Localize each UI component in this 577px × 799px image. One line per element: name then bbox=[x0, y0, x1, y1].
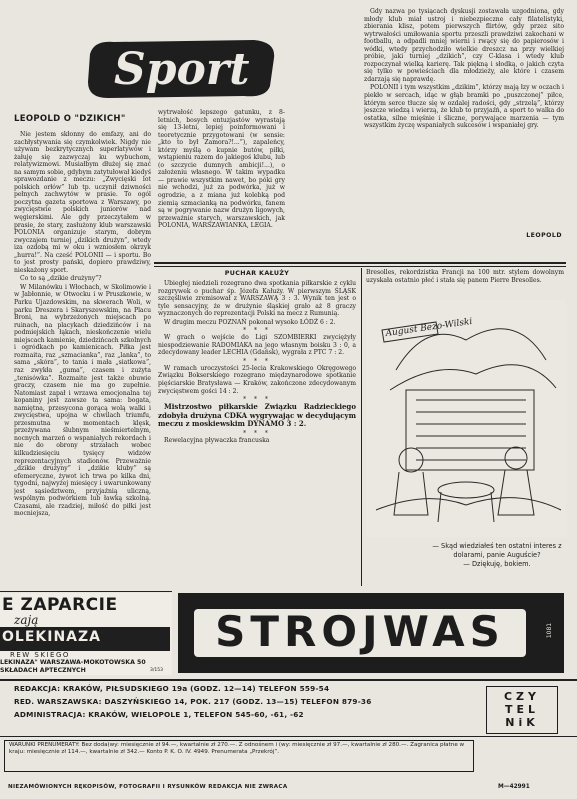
cartoon-sign: August Bezo-Wilski bbox=[385, 316, 473, 339]
ad-maker: REW SKIEGO bbox=[10, 651, 70, 659]
czytelnik-logo-line: CZY bbox=[503, 690, 540, 703]
ad-subline: zają bbox=[14, 613, 39, 627]
article-title: LEOPOLD O "DZIKICH" bbox=[14, 114, 126, 124]
article-paragraph: Gdy nazwa po tysiącach dyskusji zostawała uzgodniona, gdy młody klub miał ustroj i niebezpieczne cały filatelistyki, zbierania klisz, potem pierwszych flirtów, gdy przez sito wytrwałości umiłowania sportu przeszli prawdziwi zakochani w footballu, a odpadli mniej wierni i rwący się do papierosów i wódki, wtedy przychodziło wielkie dreszcz na przy wielkiej próbie, jaki turniej „dzikich”, czy C-klasa i wtedy klub rozpoczynał wielką karierę. Tak piękną i słodką, o jakich czyta się tylko w powieściach dla młodzieży, ale które i czasem zdarzają się naprawdę. bbox=[364, 8, 564, 83]
article-paragraph: Co to są „dzikie drużyny”? bbox=[20, 275, 102, 283]
divider bbox=[0, 591, 172, 592]
divider bbox=[0, 679, 577, 681]
article-column-2 bbox=[158, 109, 285, 260]
news-stars: * * * bbox=[243, 396, 271, 404]
sport-logo-text: Sport bbox=[114, 44, 250, 95]
cartoon-illustration bbox=[366, 300, 566, 537]
editorial-address: REDAKCJA: KRAKÓW, PIŁSUDSKIEGO 19a (GODZ. 12—14) TELEFON 559-54 bbox=[14, 684, 330, 693]
news-item: Rewelacyjna pływaczka francuska bbox=[164, 436, 270, 444]
article-paragraph: Nie jestem skłonny do emfazy, ani do zachłystywania się czymkolwiek. Nigdy nie używam bezkrytycznych superlatywów i żałuję się zazwyczaj ku wybuchom, relatywizmowi. Musiałbym dłużej się znać na samym sobie, gdybym zatytułował kiedyś sprawozdanie z meczu: „Zwycięski lot polskich orłów” lub tp. uczynił dziwności pełnych zachwytów w prasie. To ogól poczytna gazeta sportowa z Warszawy, po zwycięstwie polskich juniorów nad węgierskimi. Ale gdy przeczytałem w prasie, że stary, zasłużony klub warszawski POLONIA organizuje starym, dobrym zwyczajem turniej „dzikich drużyn”, wtedy iza ozdobą mi w oku i wzniosłem okrzyk „hurra!”. Na cześć POLONII — i sportu. Bo to jest prosty pański, dopiero prawdziwy, nieskażony sport. bbox=[14, 131, 151, 274]
cartoon-caption-line: — Dziękuję, bokiem. bbox=[463, 560, 531, 568]
news-box-title: PUCHAR KAŁUŻY bbox=[224, 270, 290, 277]
czytelnik-logo-line: NiK bbox=[505, 716, 539, 729]
sport-section-logo bbox=[84, 36, 280, 102]
news-box-column bbox=[158, 280, 356, 580]
ad-address: LEKINAZA" WARSZAWA-MOKOTOWSKA 50 bbox=[0, 659, 146, 666]
news-item: W drugim meczu POZNAŃ pokonał wysoko ŁÓDŹ 6 : 2. bbox=[164, 318, 336, 326]
cartoon-caption-line: — Skąd wiedziałeś ten ostatni interes z dolarami, panie Auguście? bbox=[432, 542, 562, 559]
strojwas-logo-text: STROJWAS bbox=[215, 607, 505, 656]
news-item: W grach o wejście do Ligi SZOMBIERKI zwyciężyły niespodziewanie RADOMIAKA na jego własnym boisku 3 : 0, a zdecydowany leader LECHIA (Gdańsk), wygrała z PTC 7 : 2. bbox=[158, 334, 356, 357]
ad-headline: E ZAPARCIE bbox=[2, 595, 118, 615]
administration-address: ADMINISTRACJA: KRAKÓW, WIELOPOLE 1, TELEFON 545-60, -61, -62 bbox=[14, 710, 304, 719]
article-paragraph: W Milanówku i Włochach, w Skolimowie i w Jabłonnie, w Otwocku i w Pruszkowie, w Parku Ujazdowskim, na skwerach Woli, w parku Dreszera i Skaryszewskim, na Placu Broni, na wybrzeżonych miejscach po ruinach, na placykach dziedzińców i na podmiejskich łąkach, nieskończenie wielu miejscach kamienie, dziedzińcach szkolnych i ogródkach po kamienicach. Piłka jest rozmaita, raz „szmacianka”, raz „lanka”, to sama „skóra”, to tania i mała „siatkowa”, raz zwykła „guma”, czasem i zużyta „tenisówka”. Rozmaite jest także obuwie graczy, czasem nie ma go zupełnie. Natomiast zapał i wrzawa emocjonalna tej kopaniny jest zawsze ta sama: bogata, namiętna, przesycona gorącą wolą walki i zwycięstwa, upojna w chwilach triumfu, przesmutna w momentach klęsk, przeżywana ślubnym nieśmiertelnym, nocnych marzeń o wspaniałych rekordach i nie do obrony strzałach wobec kilkudziesięciu tysięcy widzów reprezentacyjnych stadionów. Przeważnie „dzikie drużyny” i „dzikie kluby” są efemeryczne, żywot ich trwa po kilka dni, tygodni, najwyżej miesięcy i uwarunkowany jest sąsiedztwem, przyjaźnią uliczną, wspólnym podwórkiem lub ławką szkolną. Czasami, ale rzadziej, miłość do piłki jest mocniejsza, bbox=[14, 283, 151, 518]
czytelnik-logo-line: TEL bbox=[504, 703, 540, 716]
ad-code: 3/153 bbox=[150, 668, 163, 673]
ad-availability: SKŁADACH APTECZNYCH bbox=[0, 667, 86, 674]
divider bbox=[154, 266, 566, 267]
article-paragraph: POLONII i tym wszystkim „dzikim”, którzy mają łzy w oczach i piekło w sercach, idąc w głąb bramki po „puszczonej” piłce, którym serce tłucze się w ozdalej radości, gdy „strzelą”, którzy jeszcze wiedzą i wierzą, że klub to przyjaźń, a sport to walka do ostatka, silne mięśnie i śliczne, porywające marzenia — tym wszystkim życzę wspaniałych sukcesów i wspaniałej gry. bbox=[364, 84, 564, 130]
cartoon-caption bbox=[432, 542, 562, 569]
advertisement bbox=[0, 593, 172, 675]
news-item: Bresolles, rekordzistka Francji na 100 mtr. stylem dowolnym uzyskała ostatnio płeć i stała się panem Pierre Bresolles. bbox=[366, 269, 564, 284]
subscription-terms: WARUNKI PRENUMERATY: Bez doda(wy: miesięcznie zł 94.—, kwartalnie zł 270.—. Z odnośnem i (wy: miesięcznie zł 97.—, kwartalnie zł 280.—. Zagranica płatne w kraju: miesięcznie zł 114.—, kwartalnie zł 342.— Konto P. K. O. IV. 4949. Prenumerata „Przekrój”. bbox=[9, 742, 465, 756]
subscription-box bbox=[4, 740, 474, 772]
divider bbox=[361, 268, 362, 586]
news-box-column-2 bbox=[366, 269, 564, 299]
news-item: Mistrzostwo piłkarskie Związku Radzieckiego zdobyła drużyna CDKA wygrywając w decydującym meczu z moskiewskim DYNAMO 3 : 2. bbox=[158, 402, 356, 429]
news-stars: * * * bbox=[243, 327, 271, 335]
strojwas-inner bbox=[194, 609, 526, 657]
strojwas-banner bbox=[178, 593, 564, 673]
strojwas-code: 1081 bbox=[546, 622, 554, 639]
article-signature: LEOPOLD bbox=[526, 232, 562, 239]
news-stars: * * * bbox=[243, 357, 271, 365]
article-column-4 bbox=[364, 8, 564, 230]
divider bbox=[0, 736, 577, 737]
return-notice: NIEZAMÓWIONYCH RĘKOPISÓW, FOTOGRAFII I RYSUNKÓW REDAKCJA NIE ZWRACA bbox=[8, 784, 288, 790]
print-code: M—42991 bbox=[498, 784, 530, 790]
news-item: Ubiegłej niedzieli rozegrano dwa spotkania piłkarskie z cyklu rozgrywek o puchar śp. Józefa Kałuży. W pierwszym ŚLĄSK szczęśliwie zremisował z WARSZAWĄ 3 : 3. Wynik ten jest o tyle sensacyjny, że w drużynie śląskiej grało aż 8 graczy wyznaczonych do reprezentacji Polski na mecz z Rumunią. bbox=[158, 280, 356, 318]
czytelnik-logo bbox=[486, 686, 558, 734]
divider bbox=[154, 262, 566, 264]
warsaw-office-address: RED. WARSZAWSKA: DASZYŃSKIEGO 14, POK. 217 (GODZ. 13—15) TELEFON 879-36 bbox=[14, 697, 372, 706]
ad-product-name: OLEKINAZA bbox=[2, 629, 101, 645]
news-stars: * * * bbox=[243, 429, 271, 437]
ad-product-banner bbox=[0, 627, 170, 651]
news-item: W ramach uroczystości 25-lecia Krakowskiego Okręgowego Związku Bokserskiego rozegrano międzynarodowe spotkanie pięściarskie Bratysława — Kraków, zakończone zdecydowanym zwycięstwem gości 14 : 2. bbox=[158, 364, 356, 395]
article-paragraph: wytrwałość lepszego gatunku, z 8-letnich, bosych entuzjastów wyrastają się 13-letni, lepiej poinformowani i teoretycznie przygotowani (w sensie: „kto to był Zamora?!...”), zapaleńcy, którzy myślą o kupnie butów, piłki, wstąpieniu razem do jakiegoś klubu, lub (o szczycie dumnych ambicji!...), o założeniu własnego. W takim wypadku — prawie wszystkim nawet, bo póki gry nie wchodzi, już za podwórka, już w ogrodzie, a z miana już kolebką pod ziemią szmacianką na podwórku, fanem są w pogrywanie nazw drużyn ligowych, przeważnie starych, warszawskich, jak POLONIA, WARSZAWIANKA, LEGIA. bbox=[158, 109, 285, 230]
